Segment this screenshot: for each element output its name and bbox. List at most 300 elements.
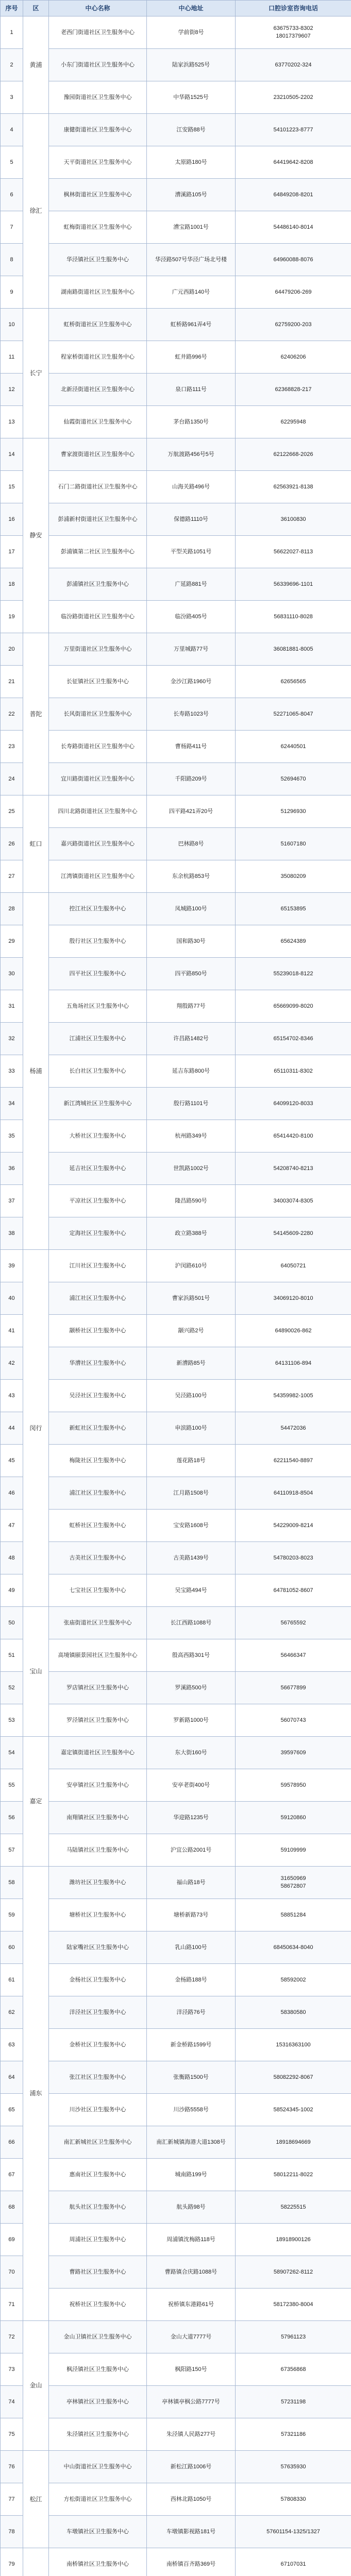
table-row — [1, 1477, 351, 1510]
row-center-name: 塘桥社区卫生服务中心 — [49, 1899, 147, 1931]
row-address: 虹井路996号 — [147, 341, 236, 374]
row-index: 20 — [1, 633, 23, 666]
row-index: 11 — [1, 341, 23, 374]
table-row — [1, 2224, 351, 2256]
row-center-name: 张江社区卫生服务中心 — [49, 2061, 147, 2094]
table-header — [1, 1, 351, 16]
row-address: 漕溪路105号 — [147, 179, 236, 211]
table-row — [1, 601, 351, 633]
row-phone: 54145609-2280 — [236, 1217, 351, 1250]
row-index: 50 — [1, 1607, 23, 1639]
row-center-name: 殷行社区卫生服务中心 — [49, 925, 147, 958]
table-row — [1, 309, 351, 341]
row-index: 2 — [1, 49, 23, 81]
table-row — [1, 795, 351, 828]
row-index: 16 — [1, 503, 23, 536]
row-address: 茅台路1350号 — [147, 406, 236, 438]
row-address: 延吉东路800号 — [147, 1055, 236, 1088]
table-row — [1, 2256, 351, 2289]
row-phone: 62759200-203 — [236, 309, 351, 341]
row-index: 28 — [1, 893, 23, 925]
row-phone: 64099120-8033 — [236, 1088, 351, 1120]
row-center-name: 马陆镇社区卫生服务中心 — [49, 1834, 147, 1867]
row-center-name: 罗店镇社区卫生服务中心 — [49, 1672, 147, 1704]
row-index: 32 — [1, 1023, 23, 1055]
row-phone: 57808330 — [236, 2483, 351, 2516]
row-phone: 59120860 — [236, 1802, 351, 1834]
row-address: 莲花路18号 — [147, 1445, 236, 1477]
row-address: 沪闵路610号 — [147, 1250, 236, 1282]
row-phone: 67356868 — [236, 2353, 351, 2386]
table-row — [1, 731, 351, 763]
table-row — [1, 1996, 351, 2029]
row-phone: 64890026-862 — [236, 1315, 351, 1347]
row-phone: 64419642-8208 — [236, 146, 351, 179]
row-index: 25 — [1, 795, 23, 828]
row-address: 西林北路1050号 — [147, 2483, 236, 2516]
row-index: 59 — [1, 1899, 23, 1931]
row-address: 吴泾路100号 — [147, 1380, 236, 1412]
row-address: 保德路1110号 — [147, 503, 236, 536]
row-center-name: 金桥社区卫生服务中心 — [49, 2029, 147, 2061]
row-phone: 64960088-8076 — [236, 244, 351, 276]
row-phone: 65153895 — [236, 893, 351, 925]
row-index: 53 — [1, 1704, 23, 1737]
row-phone: 62211540-8897 — [236, 1445, 351, 1477]
table-row — [1, 1931, 351, 1964]
row-address: 川沙路5558号 — [147, 2094, 236, 2126]
row-address: 长江西路1088号 — [147, 1607, 236, 1639]
row-index: 31 — [1, 990, 23, 1023]
row-phone: 62295948 — [236, 406, 351, 438]
row-address: 张衡路1500号 — [147, 2061, 236, 2094]
table-row — [1, 1023, 351, 1055]
row-district: 静安 — [23, 438, 49, 633]
row-center-name: 长寿路街道社区卫生服务中心 — [49, 731, 147, 763]
row-phone: 56831110-8028 — [236, 601, 351, 633]
row-address: 新金桥路1599号 — [147, 2029, 236, 2061]
row-address: 万航渡路456号5号 — [147, 438, 236, 471]
table-row — [1, 1737, 351, 1769]
row-address: 漕宝路1001号 — [147, 211, 236, 244]
row-address: 金杨路188号 — [147, 1964, 236, 1996]
row-index: 79 — [1, 2548, 23, 2576]
row-address: 朱泾镇人民路277号 — [147, 2418, 236, 2451]
row-address: 江安路88号 — [147, 114, 236, 146]
row-index: 36 — [1, 1153, 23, 1185]
row-phone: 54359982-1005 — [236, 1380, 351, 1412]
row-index: 46 — [1, 1477, 23, 1510]
row-phone: 68450634-8040 — [236, 1931, 351, 1964]
table-row — [1, 860, 351, 893]
row-center-name: 吴泾社区卫生服务中心 — [49, 1380, 147, 1412]
table-row — [1, 16, 351, 49]
row-phone: 58225515 — [236, 2191, 351, 2224]
row-center-name: 长风街道社区卫生服务中心 — [49, 698, 147, 731]
row-phone: 65669099-8020 — [236, 990, 351, 1023]
row-phone: 15316363100 — [236, 2029, 351, 2061]
table-row — [1, 763, 351, 795]
row-phone: 18918694669 — [236, 2126, 351, 2159]
row-center-name: 航头社区卫生服务中心 — [49, 2191, 147, 2224]
row-index: 34 — [1, 1088, 23, 1120]
row-index: 23 — [1, 731, 23, 763]
table-row — [1, 698, 351, 731]
row-index: 45 — [1, 1445, 23, 1477]
table-row — [1, 1250, 351, 1282]
row-address: 山海关路496号 — [147, 471, 236, 503]
row-index: 17 — [1, 536, 23, 568]
row-center-name: 金杨社区卫生服务中心 — [49, 1964, 147, 1996]
row-center-name: 湖南路街道社区卫生服务中心 — [49, 276, 147, 309]
row-phone: 34069120-8010 — [236, 1282, 351, 1315]
row-phone: 64849208-8201 — [236, 179, 351, 211]
table-row — [1, 2191, 351, 2224]
row-phone: 62440501 — [236, 731, 351, 763]
row-phone: 63675733-8302 18017379607 — [236, 16, 351, 49]
row-index: 72 — [1, 2321, 23, 2353]
row-phone: 57635930 — [236, 2451, 351, 2483]
row-phone: 52271065-8047 — [236, 698, 351, 731]
row-phone: 64050721 — [236, 1250, 351, 1282]
row-phone: 65414420-8100 — [236, 1120, 351, 1153]
row-address: 南桥镇百齐路369号 — [147, 2548, 236, 2576]
row-phone: 57321186 — [236, 2418, 351, 2451]
row-address: 洋泾路76号 — [147, 1996, 236, 2029]
row-center-name: 高境镇颐景园社区卫生服务中心 — [49, 1639, 147, 1672]
table-row — [1, 471, 351, 503]
row-address: 千阳路209号 — [147, 763, 236, 795]
table-row — [1, 925, 351, 958]
table-row — [1, 2289, 351, 2321]
row-address: 杭州路349号 — [147, 1120, 236, 1153]
row-phone: 54101223-8777 — [236, 114, 351, 146]
row-phone: 54472036 — [236, 1412, 351, 1445]
row-address: 新松江路1006号 — [147, 2451, 236, 2483]
row-phone: 67107031 — [236, 2548, 351, 2576]
row-center-name: 浦江社区卫生服务中心 — [49, 1477, 147, 1510]
row-phone: 35080209 — [236, 860, 351, 893]
row-center-name: 浦江社区卫生服务中心 — [49, 1282, 147, 1315]
row-center-name: 嘉定镇街道社区卫生服务中心 — [49, 1737, 147, 1769]
row-index: 56 — [1, 1802, 23, 1834]
row-address: 颛兴路2号 — [147, 1315, 236, 1347]
row-phone: 65154702-8346 — [236, 1023, 351, 1055]
row-phone: 58524345-1002 — [236, 2094, 351, 2126]
row-center-name: 颛桥社区卫生服务中心 — [49, 1315, 147, 1347]
row-address: 学前街8号 — [147, 16, 236, 49]
row-phone: 57231198 — [236, 2386, 351, 2418]
row-address: 临汾路405号 — [147, 601, 236, 633]
row-phone: 58380580 — [236, 1996, 351, 2029]
table-row — [1, 1315, 351, 1347]
row-center-name: 中山街道社区卫生服务中心 — [49, 2451, 147, 2483]
table-row — [1, 1802, 351, 1834]
row-index: 43 — [1, 1380, 23, 1412]
table-row — [1, 536, 351, 568]
table-row — [1, 2483, 351, 2516]
row-index: 33 — [1, 1055, 23, 1088]
row-phone: 56765592 — [236, 1607, 351, 1639]
table-row — [1, 2094, 351, 2126]
row-address: 罗新路1000号 — [147, 1704, 236, 1737]
row-center-name: 陆家嘴社区卫生服务中心 — [49, 1931, 147, 1964]
row-district — [23, 2548, 49, 2576]
row-phone: 54486140-8014 — [236, 211, 351, 244]
row-phone: 65624389 — [236, 925, 351, 958]
row-address: 枫阳路150号 — [147, 2353, 236, 2386]
table-row — [1, 341, 351, 374]
row-index: 9 — [1, 276, 23, 309]
row-phone: 63770202-324 — [236, 49, 351, 81]
row-center-name: 江湾镇街道社区卫生服务中心 — [49, 860, 147, 893]
row-index: 74 — [1, 2386, 23, 2418]
row-district: 嘉定 — [23, 1737, 49, 1867]
row-phone: 58592002 — [236, 1964, 351, 1996]
row-index: 3 — [1, 81, 23, 114]
row-address: 广元西路140号 — [147, 276, 236, 309]
row-center-name: 周浦社区卫生服务中心 — [49, 2224, 147, 2256]
table-row — [1, 1704, 351, 1737]
row-center-name: 江川社区卫生服务中心 — [49, 1250, 147, 1282]
row-index: 14 — [1, 438, 23, 471]
row-center-name: 老西门街道社区卫生服务中心 — [49, 16, 147, 49]
table-row — [1, 438, 351, 471]
table-row — [1, 1769, 351, 1802]
table-row — [1, 1834, 351, 1867]
row-district: 浦东 — [23, 1867, 49, 2321]
row-index: 37 — [1, 1185, 23, 1217]
row-address: 曹路镇合庆路1088号 — [147, 2256, 236, 2289]
row-address: 长寿路1023号 — [147, 698, 236, 731]
header-district: 区 — [23, 1, 49, 16]
table-row — [1, 81, 351, 114]
row-phone: 58012211-8022 — [236, 2159, 351, 2191]
row-phone: 54208740-8213 — [236, 1153, 351, 1185]
table-row — [1, 2126, 351, 2159]
table-row — [1, 828, 351, 860]
row-address: 江月路1508号 — [147, 1477, 236, 1510]
row-center-name: 仙霞街道社区卫生服务中心 — [49, 406, 147, 438]
row-center-name: 北新泾街道社区卫生服务中心 — [49, 374, 147, 406]
row-center-name: 南桥镇社区卫生服务中心 — [49, 2548, 147, 2576]
row-index: 51 — [1, 1639, 23, 1672]
table-row — [1, 1120, 351, 1153]
row-center-name: 古美社区卫生服务中心 — [49, 1542, 147, 1574]
row-address: 塘桥新路73号 — [147, 1899, 236, 1931]
table-row — [1, 1055, 351, 1088]
row-index: 26 — [1, 828, 23, 860]
table-row — [1, 1574, 351, 1607]
row-index: 63 — [1, 2029, 23, 2061]
row-index: 48 — [1, 1542, 23, 1574]
row-address: 凤城路100号 — [147, 893, 236, 925]
row-center-name: 七宝社区卫生服务中心 — [49, 1574, 147, 1607]
row-phone: 36081881-8005 — [236, 633, 351, 666]
row-center-name: 梅陇社区卫生服务中心 — [49, 1445, 147, 1477]
table-row — [1, 2029, 351, 2061]
table-row — [1, 1412, 351, 1445]
row-center-name: 豫园街道社区卫生服务中心 — [49, 81, 147, 114]
row-center-name: 潍坊社区卫生服务中心 — [49, 1867, 147, 1899]
row-phone: 58851284 — [236, 1899, 351, 1931]
row-address: 万里城路77号 — [147, 633, 236, 666]
row-phone: 64110918-8504 — [236, 1477, 351, 1510]
row-index: 73 — [1, 2353, 23, 2386]
row-address: 四平路421弄20号 — [147, 795, 236, 828]
row-phone: 62563921-8138 — [236, 471, 351, 503]
row-address: 中华路1525号 — [147, 81, 236, 114]
row-center-name: 罗泾镇社区卫生服务中心 — [49, 1704, 147, 1737]
table-row — [1, 406, 351, 438]
row-center-name: 彭浦镇社区卫生服务中心 — [49, 568, 147, 601]
row-center-name: 五角场社区卫生服务中心 — [49, 990, 147, 1023]
row-address: 车墩镇影视路181号 — [147, 2516, 236, 2548]
row-center-name: 平凉社区卫生服务中心 — [49, 1185, 147, 1217]
row-index: 4 — [1, 114, 23, 146]
row-index: 21 — [1, 666, 23, 698]
row-address: 华迎路1235号 — [147, 1802, 236, 1834]
row-index: 52 — [1, 1672, 23, 1704]
row-index: 57 — [1, 1834, 23, 1867]
row-index: 47 — [1, 1510, 23, 1542]
table-body — [1, 16, 351, 2576]
row-center-name: 惠南社区卫生服务中心 — [49, 2159, 147, 2191]
row-address: 金山大道7777号 — [147, 2321, 236, 2353]
table-row — [1, 2418, 351, 2451]
row-center-name: 亭林镇社区卫生服务中心 — [49, 2386, 147, 2418]
row-address: 太原路180号 — [147, 146, 236, 179]
table-row — [1, 1510, 351, 1542]
table-row — [1, 2321, 351, 2353]
row-district: 长宁 — [23, 309, 49, 438]
row-phone: 18918900126 — [236, 2224, 351, 2256]
row-phone: 58082292-8067 — [236, 2061, 351, 2094]
row-district: 黄浦 — [23, 16, 49, 114]
row-phone: 62656565 — [236, 666, 351, 698]
row-phone: 39597609 — [236, 1737, 351, 1769]
row-address: 政立路388号 — [147, 1217, 236, 1250]
row-phone: 56677899 — [236, 1672, 351, 1704]
row-address: 亭林镇亭枫公路7777号 — [147, 2386, 236, 2418]
row-center-name: 彭浦镇第二社区卫生服务中心 — [49, 536, 147, 568]
row-index: 62 — [1, 1996, 23, 2029]
row-address: 巴林路8号 — [147, 828, 236, 860]
row-phone: 59578950 — [236, 1769, 351, 1802]
header-center: 中心名称 — [49, 1, 147, 16]
row-phone: 31650969 58672807 — [236, 1867, 351, 1899]
row-address: 宝安路1608号 — [147, 1510, 236, 1542]
row-phone: 64131106-894 — [236, 1347, 351, 1380]
row-address: 四平路850号 — [147, 958, 236, 990]
row-index: 66 — [1, 2126, 23, 2159]
row-address: 乳山路100号 — [147, 1931, 236, 1964]
row-address: 殷行路1101号 — [147, 1088, 236, 1120]
row-index: 60 — [1, 1931, 23, 1964]
row-address: 虹桥路961弄4号 — [147, 309, 236, 341]
row-address: 东大街160号 — [147, 1737, 236, 1769]
table-row — [1, 1088, 351, 1120]
row-phone: 56070743 — [236, 1704, 351, 1737]
table-row — [1, 1380, 351, 1412]
row-index: 5 — [1, 146, 23, 179]
row-center-name: 新虹社区卫生服务中心 — [49, 1412, 147, 1445]
row-address: 申滨路100号 — [147, 1412, 236, 1445]
table-row — [1, 374, 351, 406]
row-center-name: 虹桥街道社区卫生服务中心 — [49, 309, 147, 341]
row-phone: 64479206-269 — [236, 276, 351, 309]
row-phone: 51607180 — [236, 828, 351, 860]
table-row — [1, 2516, 351, 2548]
row-index: 27 — [1, 860, 23, 893]
row-index: 69 — [1, 2224, 23, 2256]
row-phone: 54229009-8214 — [236, 1510, 351, 1542]
row-address: 航头路98号 — [147, 2191, 236, 2224]
row-address: 罗溪路500号 — [147, 1672, 236, 1704]
table-row — [1, 1185, 351, 1217]
row-address: 翔殷路77号 — [147, 990, 236, 1023]
row-center-name: 万里街道社区卫生服务中心 — [49, 633, 147, 666]
row-center-name: 虹桥社区卫生服务中心 — [49, 1510, 147, 1542]
row-index: 78 — [1, 2516, 23, 2548]
row-center-name: 程家桥街道社区卫生服务中心 — [49, 341, 147, 374]
row-phone: 62368828-217 — [236, 374, 351, 406]
row-center-name: 新江湾城社区卫生服务中心 — [49, 1088, 147, 1120]
row-phone: 57601154-1325/1327 — [236, 2516, 351, 2548]
row-index: 42 — [1, 1347, 23, 1380]
table-row — [1, 1282, 351, 1315]
row-district: 普陀 — [23, 633, 49, 795]
table-row — [1, 633, 351, 666]
row-center-name: 临汾路街道社区卫生服务中心 — [49, 601, 147, 633]
row-index: 41 — [1, 1315, 23, 1347]
row-phone: 56622027-8113 — [236, 536, 351, 568]
row-index: 13 — [1, 406, 23, 438]
row-center-name: 康健街道社区卫生服务中心 — [49, 114, 147, 146]
row-district: 金山 — [23, 2321, 49, 2451]
row-center-name: 车墩镇社区卫生服务中心 — [49, 2516, 147, 2548]
row-district: 徐汇 — [23, 114, 49, 309]
row-phone: 54780203-8023 — [236, 1542, 351, 1574]
row-center-name: 方松街道社区卫生服务中心 — [49, 2483, 147, 2516]
table-row — [1, 2061, 351, 2094]
table-row — [1, 2159, 351, 2191]
table-row — [1, 568, 351, 601]
row-center-name: 朱泾镇社区卫生服务中心 — [49, 2418, 147, 2451]
row-address: 曹杨路411号 — [147, 731, 236, 763]
table-row — [1, 503, 351, 536]
row-index: 61 — [1, 1964, 23, 1996]
row-address: 平型关路1051号 — [147, 536, 236, 568]
row-address: 古美路1439号 — [147, 1542, 236, 1574]
row-address: 世凯路1002号 — [147, 1153, 236, 1185]
row-center-name: 南翔镇社区卫生服务中心 — [49, 1802, 147, 1834]
row-phone: 23210505-2202 — [236, 81, 351, 114]
row-address: 南汇新城镇海港大道1308号 — [147, 2126, 236, 2159]
row-address: 安亭老街400号 — [147, 1769, 236, 1802]
row-index: 30 — [1, 958, 23, 990]
row-center-name: 华漕社区卫生服务中心 — [49, 1347, 147, 1380]
row-index: 71 — [1, 2289, 23, 2321]
table-row — [1, 1153, 351, 1185]
row-index: 70 — [1, 2256, 23, 2289]
row-phone: 65110311-8302 — [236, 1055, 351, 1088]
row-index: 49 — [1, 1574, 23, 1607]
table-row — [1, 1217, 351, 1250]
table-row — [1, 146, 351, 179]
row-center-name: 小东门街道社区卫生服务中心 — [49, 49, 147, 81]
row-center-name: 四川北路街道社区卫生服务中心 — [49, 795, 147, 828]
